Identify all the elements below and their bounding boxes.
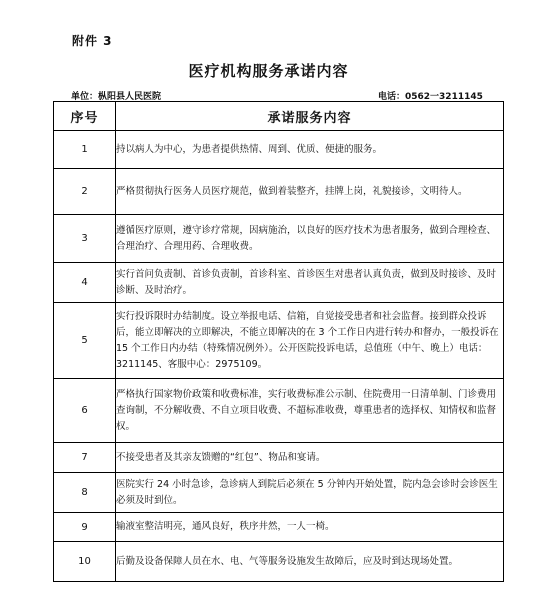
- row-content: 严格执行国家物价政策和收费标准，实行收费标准公示制、住院费用一日清单制、门诊费用查询制，不分解收费、不自立项目收费、不超标准收费，尊重患者的选择权、知情权和监督权。: [116, 379, 504, 443]
- row-number: 8: [54, 473, 116, 513]
- table-row: [54, 443, 504, 473]
- row-content: 遵循医疗原则，遵守诊疗常规，因病施治，以良好的医疗技术为患者服务，做到合理检查、合理治疗、合理用药、合理收费。: [116, 215, 504, 263]
- table-row: [54, 379, 504, 443]
- table-row: [54, 263, 504, 303]
- table-row: [54, 303, 504, 379]
- table-row: [54, 215, 504, 263]
- header-content: 承诺服务内容: [116, 102, 504, 131]
- table-row: [54, 169, 504, 215]
- table-row: [54, 131, 504, 169]
- table-row: [54, 513, 504, 542]
- table-row: [54, 473, 504, 513]
- phone-label: 电话：0562一3211145: [378, 92, 483, 102]
- row-number: 9: [54, 513, 116, 542]
- attachment-label: 附件 3: [72, 34, 113, 48]
- row-content: 不接受患者及其亲友馈赠的“红包”、物品和宴请。: [116, 443, 504, 473]
- row-number: 10: [54, 542, 116, 582]
- row-content: 持以病人为中心，为患者提供热情、周到、优质、便捷的服务。: [116, 131, 504, 169]
- row-content: 实行首问负责制、首诊负责制，首诊科室、首诊医生对患者认真负责，做到及时接诊、及时诊断、及时治疗。: [116, 263, 504, 303]
- table-header-row: [54, 102, 504, 131]
- row-number: 5: [54, 303, 116, 379]
- unit-label: 单位：枞阳县人民医院: [71, 92, 162, 102]
- row-content: 医院实行 24 小时急诊，急诊病人到院后必须在 5 分钟内开始处置，院内急会诊时会诊医生必须及时到位。: [116, 473, 504, 513]
- row-number: 7: [54, 443, 116, 473]
- row-number: 4: [54, 263, 116, 303]
- commitment-table: [53, 101, 504, 582]
- row-content: 实行投诉限时办结制度。设立举报电话、信箱，自觉接受患者和社会监督。接到群众投诉后，能立即解决的立即解决，不能立即解决的在 3 个工作日内进行转办和督办，一般投诉在 15 个工作日内办结（特殊情况例外）。公开医院投诉电话，总值班（中午、晚上）电话：3211145、客服中心：2975109。: [116, 303, 504, 379]
- page-title: 医疗机构服务承诺内容: [188, 62, 349, 80]
- row-number: 2: [54, 169, 116, 215]
- row-content: 后勤及设备保障人员在水、电、气等服务设施发生故障后，应及时到达现场处置。: [116, 542, 504, 582]
- header-number: 序号: [54, 102, 116, 131]
- row-content: 严格贯彻执行医务人员医疗规范，做到着装整齐，挂牌上岗，礼貌接诊，文明待人。: [116, 169, 504, 215]
- table-row: [54, 542, 504, 582]
- row-number: 1: [54, 131, 116, 169]
- row-content: 输液室整洁明亮，通风良好，秩序井然，一人一椅。: [116, 513, 504, 542]
- row-number: 6: [54, 379, 116, 443]
- row-number: 3: [54, 215, 116, 263]
